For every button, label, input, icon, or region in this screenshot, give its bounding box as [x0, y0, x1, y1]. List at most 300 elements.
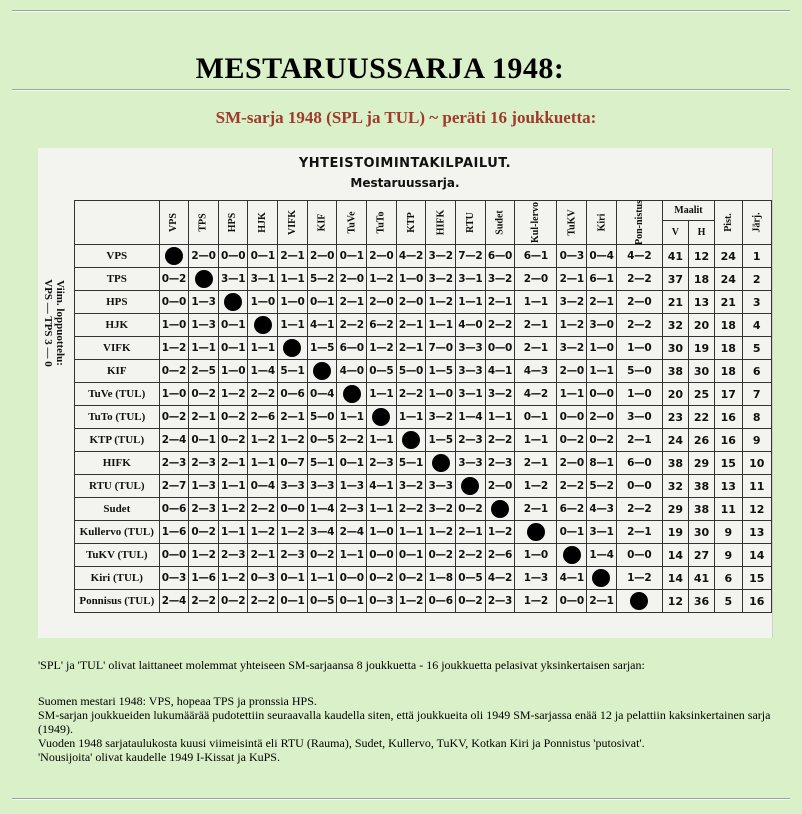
diagonal-dot [367, 406, 397, 429]
match-result: 0—0 [616, 544, 662, 567]
match-result: 3—2 [485, 268, 515, 291]
match-result: 2—2 [557, 475, 587, 498]
match-result: 2—1 [557, 268, 587, 291]
diagonal-dot [307, 360, 337, 383]
match-result: 1—1 [248, 337, 278, 360]
match-result: 1—2 [218, 498, 248, 521]
match-result: 0—1 [557, 521, 587, 544]
match-result: 0—0 [278, 498, 308, 521]
diagonal-dot [159, 245, 189, 268]
rank: 9 [742, 429, 772, 452]
bottom-divider [12, 798, 790, 800]
match-result: 2—4 [337, 521, 367, 544]
match-result: 8—1 [587, 452, 617, 475]
match-result: 0—0 [616, 475, 662, 498]
match-result: 0—1 [189, 429, 219, 452]
match-result: 2—1 [278, 406, 308, 429]
note-relegated: Vuoden 1948 sarjataulukosta kuusi viimeisintä eli RTU (Rauma), Sudet, Kullervo, TuKV, Kotkan Kiri ja Ponnistus 'putosivat'. [38, 736, 645, 750]
match-result: 0—0 [218, 245, 248, 268]
match-result: 4—0 [456, 314, 486, 337]
match-result: 3—3 [307, 475, 337, 498]
match-result: 3—1 [248, 268, 278, 291]
goals-for: 37 [662, 268, 688, 291]
match-result: 0—1 [396, 544, 426, 567]
match-result: 1—2 [367, 337, 397, 360]
match-result: 1—1 [515, 429, 557, 452]
diagonal-dot [189, 268, 219, 291]
title-divider [12, 89, 790, 91]
match-result: 1—1 [396, 406, 426, 429]
points: 21 [715, 291, 742, 314]
diagonal-dot [587, 567, 617, 590]
goals-for: 41 [662, 245, 688, 268]
team-name: Sudet [75, 498, 160, 521]
match-result: 2—2 [485, 314, 515, 337]
match-result: 0—0 [159, 544, 189, 567]
match-result: 2—2 [396, 383, 426, 406]
match-result: 1—0 [515, 544, 557, 567]
match-result: 1—3 [189, 291, 219, 314]
match-result: 3—1 [587, 521, 617, 544]
goals-for: 12 [662, 590, 688, 613]
match-result: 2—2 [248, 590, 278, 613]
match-result: 1—1 [278, 314, 308, 337]
match-result: 0—4 [248, 475, 278, 498]
goals-for: 30 [662, 337, 688, 360]
match-result: 2—1 [485, 291, 515, 314]
match-result: 0—0 [485, 337, 515, 360]
match-result: 1—0 [426, 383, 456, 406]
match-result: 2—2 [396, 498, 426, 521]
diagonal-dot [396, 429, 426, 452]
column-header: Sudet [485, 201, 515, 245]
match-result: 1—1 [557, 383, 587, 406]
match-result: 2—2 [248, 383, 278, 406]
black-dot-icon [195, 270, 213, 288]
match-result: 1—2 [396, 590, 426, 613]
black-dot-icon [372, 408, 390, 426]
match-result: 1—3 [515, 567, 557, 590]
match-result: 0—1 [278, 567, 308, 590]
diagonal-dot [515, 521, 557, 544]
points-header: Pist. [715, 201, 742, 245]
match-result: 0—3 [367, 590, 397, 613]
match-result: 0—2 [557, 429, 587, 452]
match-result: 2—0 [189, 245, 219, 268]
match-result: 1—2 [248, 521, 278, 544]
rank: 15 [742, 567, 772, 590]
diagonal-dot [616, 590, 662, 613]
black-dot-icon [402, 431, 420, 449]
goals-against: 27 [688, 544, 714, 567]
goals-for-header: V [662, 221, 688, 245]
match-result: 0—1 [337, 452, 367, 475]
match-result: 2—1 [616, 429, 662, 452]
column-header: KIF [307, 201, 337, 245]
match-result: 2—3 [278, 544, 308, 567]
match-result: 3—2 [426, 268, 456, 291]
match-result: 2—1 [456, 521, 486, 544]
match-result: 1—1 [278, 268, 308, 291]
rank: 4 [742, 314, 772, 337]
note-champions: Suomen mestari 1948: VPS, hopeaa TPS ja pronssia HPS. [38, 694, 317, 708]
match-result: 2—4 [159, 429, 189, 452]
goals-for: 14 [662, 567, 688, 590]
match-result: 2—3 [367, 452, 397, 475]
match-result: 5—1 [307, 452, 337, 475]
match-result: 2—1 [189, 406, 219, 429]
match-result: 4—1 [367, 475, 397, 498]
team-name: HJK [75, 314, 160, 337]
points: 16 [715, 429, 742, 452]
match-result: 1—2 [218, 567, 248, 590]
match-result: 3—1 [218, 268, 248, 291]
match-result: 0—0 [557, 590, 587, 613]
match-result: 3—3 [456, 360, 486, 383]
match-result: 0—2 [218, 406, 248, 429]
team-name: Kiri (TUL) [75, 567, 160, 590]
match-result: 1—2 [515, 590, 557, 613]
match-result: 1—2 [248, 429, 278, 452]
match-result: 5—0 [616, 360, 662, 383]
match-result: 1—6 [189, 567, 219, 590]
match-result: 0—6 [159, 498, 189, 521]
match-result: 2—0 [557, 452, 587, 475]
table-row [75, 544, 772, 567]
goals-against: 19 [688, 337, 714, 360]
goals-for: 29 [662, 498, 688, 521]
team-name: TuVe (TUL) [75, 383, 160, 406]
match-result: 0—1 [337, 590, 367, 613]
column-header: RTU [456, 201, 486, 245]
match-result: 2—0 [515, 268, 557, 291]
goals-for: 20 [662, 383, 688, 406]
match-result: 1—2 [616, 567, 662, 590]
points: 5 [715, 590, 742, 613]
match-result: 2—1 [337, 291, 367, 314]
rank: 5 [742, 337, 772, 360]
match-result: 2—1 [396, 337, 426, 360]
match-result: 0—7 [278, 452, 308, 475]
match-result: 0—3 [557, 245, 587, 268]
points: 18 [715, 314, 742, 337]
team-name: KTP (TUL) [75, 429, 160, 452]
black-dot-icon [224, 293, 242, 311]
match-result: 2—2 [189, 590, 219, 613]
match-result: 0—0 [557, 406, 587, 429]
table-row [75, 291, 772, 314]
black-dot-icon [491, 500, 509, 518]
match-result: 0—4 [587, 245, 617, 268]
diagonal-dot [426, 452, 456, 475]
diagonal-dot [218, 291, 248, 314]
match-result: 0—2 [426, 544, 456, 567]
match-result: 1—2 [189, 544, 219, 567]
match-result: 0—6 [426, 590, 456, 613]
note-promoted: 'Nousijoita' olivat kaudelle 1949 I-Kissat ja KuPS. [38, 750, 280, 764]
match-result: 4—1 [557, 567, 587, 590]
match-result: 1—8 [426, 567, 456, 590]
column-header: KTP [396, 201, 426, 245]
match-result: 6—2 [367, 314, 397, 337]
goals-for: 32 [662, 475, 688, 498]
match-result: 5—1 [278, 360, 308, 383]
match-result: 3—2 [396, 475, 426, 498]
goals-against: 29 [688, 452, 714, 475]
match-result: 1—2 [426, 291, 456, 314]
points: 17 [715, 383, 742, 406]
match-result: 0—2 [587, 429, 617, 452]
diagonal-dot [248, 314, 278, 337]
black-dot-icon [343, 385, 361, 403]
column-header: HPS [218, 201, 248, 245]
notes [38, 658, 778, 764]
match-result: 1—0 [218, 360, 248, 383]
points: 9 [715, 521, 742, 544]
match-result: 1—0 [159, 314, 189, 337]
match-result: 0—2 [159, 268, 189, 291]
table-row [75, 452, 772, 475]
match-result: 0—5 [456, 567, 486, 590]
rank: 13 [742, 521, 772, 544]
match-result: 5—1 [396, 452, 426, 475]
match-result: 2—3 [189, 498, 219, 521]
goals-against: 38 [688, 498, 714, 521]
match-result: 1—1 [456, 291, 486, 314]
match-result: 1—1 [248, 452, 278, 475]
table-row [75, 383, 772, 406]
goals-against: 30 [688, 521, 714, 544]
table-row [75, 475, 772, 498]
match-result: 1—0 [367, 521, 397, 544]
match-result: 6—0 [485, 245, 515, 268]
match-result: 0—2 [218, 590, 248, 613]
match-result: 1—4 [307, 498, 337, 521]
black-dot-icon [283, 339, 301, 357]
rank: 11 [742, 475, 772, 498]
table-row [75, 567, 772, 590]
match-result: 2—3 [337, 498, 367, 521]
rank: 2 [742, 268, 772, 291]
match-result: 1—1 [337, 544, 367, 567]
team-name: VIFK [75, 337, 160, 360]
goals-against: 30 [688, 360, 714, 383]
match-result: 3—3 [456, 337, 486, 360]
match-result: 2—1 [515, 314, 557, 337]
diagonal-dot [456, 475, 486, 498]
match-result: 2—2 [337, 429, 367, 452]
match-result: 7—0 [426, 337, 456, 360]
match-result: 4—2 [515, 383, 557, 406]
match-result: 1—1 [189, 337, 219, 360]
team-name: KIF [75, 360, 160, 383]
team-name: HIFK [75, 452, 160, 475]
match-result: 2—0 [337, 268, 367, 291]
match-result: 1—1 [367, 383, 397, 406]
match-result: 2—1 [616, 521, 662, 544]
match-result: 0—6 [278, 383, 308, 406]
match-result: 4—3 [515, 360, 557, 383]
match-result: 6—0 [616, 452, 662, 475]
corner-cell [75, 201, 160, 245]
column-header: TuTo [367, 201, 397, 245]
goals-against: 25 [688, 383, 714, 406]
match-result: 1—1 [485, 406, 515, 429]
match-result: 1—1 [587, 360, 617, 383]
table-row [75, 360, 772, 383]
match-result: 3—0 [616, 406, 662, 429]
match-result: 3—1 [456, 383, 486, 406]
match-result: 2—0 [367, 245, 397, 268]
match-result: 3—3 [426, 475, 456, 498]
points: 11 [715, 498, 742, 521]
table-row [75, 337, 772, 360]
rank: 1 [742, 245, 772, 268]
match-result: 1—0 [396, 268, 426, 291]
team-name: VPS [75, 245, 160, 268]
match-result: 0—1 [218, 337, 248, 360]
match-result: 0—0 [587, 383, 617, 406]
match-result: 2—1 [515, 452, 557, 475]
match-result: 1—4 [456, 406, 486, 429]
goals-for: 23 [662, 406, 688, 429]
points: 16 [715, 406, 742, 429]
match-result: 3—2 [557, 337, 587, 360]
table-row [75, 314, 772, 337]
match-result: 1—1 [307, 567, 337, 590]
goals-against: 22 [688, 406, 714, 429]
goals-for: 24 [662, 429, 688, 452]
rank: 8 [742, 406, 772, 429]
team-name: Ponnisus (TUL) [75, 590, 160, 613]
match-result: 2—3 [159, 452, 189, 475]
team-name: TPS [75, 268, 160, 291]
table-row [75, 498, 772, 521]
points: 6 [715, 567, 742, 590]
goals-against-header: H [688, 221, 714, 245]
rank: 10 [742, 452, 772, 475]
match-result: 3—3 [278, 475, 308, 498]
match-result: 1—1 [367, 429, 397, 452]
black-dot-icon [254, 316, 272, 334]
match-result: 6—2 [557, 498, 587, 521]
match-result: 2—0 [557, 360, 587, 383]
team-name: Kullervo (TUL) [75, 521, 160, 544]
match-result: 5—0 [307, 406, 337, 429]
match-result: 2—5 [189, 360, 219, 383]
match-result: 1—1 [515, 291, 557, 314]
match-result: 0—2 [456, 498, 486, 521]
top-divider [12, 10, 790, 12]
rank-header: Järj. [742, 201, 772, 245]
match-result: 2—2 [337, 314, 367, 337]
match-result: 5—0 [396, 360, 426, 383]
rank: 6 [742, 360, 772, 383]
match-result: 0—1 [218, 314, 248, 337]
match-result: 4—2 [485, 567, 515, 590]
match-result: 1—5 [307, 337, 337, 360]
match-result: 1—0 [248, 291, 278, 314]
match-result: 2—7 [159, 475, 189, 498]
goals-against: 12 [688, 245, 714, 268]
diagonal-dot [337, 383, 367, 406]
column-header: VPS [159, 201, 189, 245]
page-title: MESTARUUSSARJA 1948: [195, 52, 565, 86]
match-result: 1—4 [248, 360, 278, 383]
goals-for: 21 [662, 291, 688, 314]
black-dot-icon [432, 454, 450, 472]
team-name: HPS [75, 291, 160, 314]
match-result: 1—3 [189, 314, 219, 337]
match-result: 3—2 [426, 406, 456, 429]
match-result: 5—2 [307, 268, 337, 291]
match-result: 0—2 [367, 567, 397, 590]
scan-heading: YHTEISTOIMINTAKILPAILUT. [298, 156, 512, 171]
match-result: 1—1 [337, 406, 367, 429]
match-result: 3—2 [485, 383, 515, 406]
match-result: 2—3 [218, 544, 248, 567]
column-header: HIFK [426, 201, 456, 245]
black-dot-icon [527, 523, 545, 541]
team-name: TuTo (TUL) [75, 406, 160, 429]
match-result: 2—3 [485, 590, 515, 613]
black-dot-icon [165, 247, 183, 265]
match-result: 2—0 [307, 245, 337, 268]
black-dot-icon [563, 546, 581, 564]
match-result: 1—6 [159, 521, 189, 544]
match-result: 2—0 [485, 475, 515, 498]
match-result: 1—3 [337, 475, 367, 498]
match-result: 1—1 [218, 475, 248, 498]
black-dot-icon [592, 569, 610, 587]
match-result: 1—2 [159, 337, 189, 360]
match-result: 2—3 [485, 452, 515, 475]
team-name: RTU (TUL) [75, 475, 160, 498]
goals-against: 36 [688, 590, 714, 613]
goals-for: 38 [662, 452, 688, 475]
match-result: 1—0 [587, 337, 617, 360]
match-result: 3—3 [456, 452, 486, 475]
rank: 12 [742, 498, 772, 521]
match-result: 2—2 [248, 498, 278, 521]
table-row [75, 521, 772, 544]
match-result: 2—3 [456, 429, 486, 452]
match-result: 0—2 [189, 383, 219, 406]
match-result: 2—2 [456, 544, 486, 567]
match-result: 2—0 [616, 291, 662, 314]
points: 9 [715, 544, 742, 567]
final-match-note [38, 198, 70, 448]
match-result: 1—1 [396, 521, 426, 544]
match-result: 1—2 [515, 475, 557, 498]
match-result: 2—2 [616, 268, 662, 291]
match-result: 1—3 [189, 475, 219, 498]
match-result: 6—0 [337, 337, 367, 360]
match-result: 2—1 [218, 452, 248, 475]
match-result: 4—0 [337, 360, 367, 383]
rank: 7 [742, 383, 772, 406]
column-header: Kul-lervo [515, 201, 557, 245]
table-row [75, 406, 772, 429]
match-result: 1—4 [587, 544, 617, 567]
team-name: TuKV (TUL) [75, 544, 160, 567]
match-result: 0—2 [159, 360, 189, 383]
table-row [75, 268, 772, 291]
standings-grid [74, 200, 772, 613]
table-row [75, 245, 772, 268]
match-result: 7—2 [456, 245, 486, 268]
match-result: 4—2 [616, 245, 662, 268]
